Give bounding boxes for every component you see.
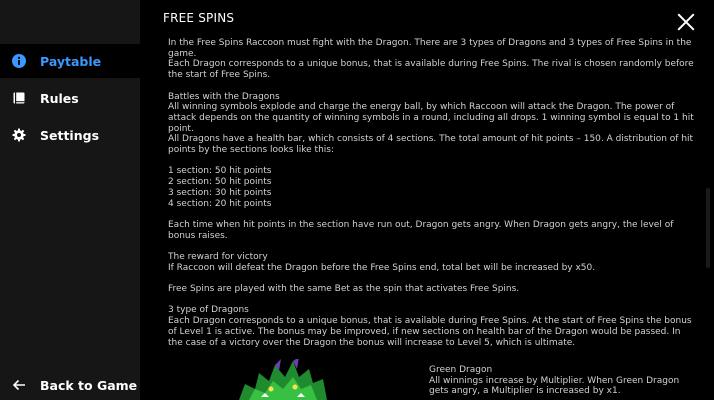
arrow-left-icon — [12, 378, 26, 392]
angry-text: Each time when hit points in the section have run out, Dragon gets angry. When Dragon gets angry, the level of bonus raises. — [168, 219, 674, 241]
reward-section — [168, 252, 695, 273]
dragon-types-section — [168, 305, 695, 348]
intro-text — [168, 38, 695, 81]
battles-section — [168, 92, 695, 156]
dragon-name: Green Dragon — [429, 365, 493, 375]
section-heading: Battles with the Dragons — [168, 91, 280, 102]
section-heading: 3 type of Dragons — [168, 305, 249, 316]
paragraph: Each Dragon corresponds to a unique bonus, that is available during Free Spins. The rival is chosen randomly before the start of Free Spins. — [168, 59, 694, 81]
paragraph: All winning symbols explode and charge the energy ball, by which Raccoon will attack the Dragon. The power of attack depends on the quantity of winning symbols in a round, including all drops. 1 winning symbol is equal to 1 hit point. — [168, 102, 694, 134]
sidebar-item-settings[interactable] — [0, 118, 140, 152]
info-icon — [12, 54, 26, 68]
green-dragon-description — [429, 365, 699, 397]
paragraph: gets angry, a Multiplier is increased by x1. — [429, 386, 621, 397]
sidebar-item-label: Paytable — [40, 53, 102, 69]
section-heading: The reward for victory — [168, 252, 268, 262]
sidebar-item-label: Settings — [40, 127, 100, 143]
close-icon[interactable] — [676, 12, 696, 32]
page-title: FREE SPINS — [163, 11, 235, 25]
same-bet-text: Free Spins are played with the same Bet as the spin that activates Free Spins. — [168, 284, 520, 295]
book-icon — [12, 91, 26, 105]
back-to-game-button[interactable] — [0, 370, 140, 400]
paragraph: All winnings increase by Multiplier. When Green Dragon — [429, 375, 680, 386]
paragraph: If Raccoon will defeat the Dragon before the Free Spins end, total bet will be increased by x50. — [168, 262, 596, 273]
sidebar-item-label: Rules — [40, 90, 79, 106]
paragraph: Each Dragon corresponds to a unique bonus, that is available during Free Spins. At the start of Free Spins the bonus of Level 1 is active. The bonus may be improved, if new sections on health bar of the Dragon would be passed. In the case of a victory over the Dragon the bonus will increase to Level 5, which is ultimate. — [168, 316, 692, 348]
sidebar — [0, 0, 140, 400]
list-item: 2 section: 50 hit points — [168, 177, 272, 188]
hit-points-list — [168, 166, 695, 209]
green-dragon-image — [235, 359, 330, 400]
back-to-game-label: Back to Game — [40, 377, 138, 393]
paragraph: All Dragons have a health bar, which consists of 4 sections. The total amount of hit points – 150. A distribution of hit points by the sections looks like this: — [168, 134, 694, 156]
sidebar-item-paytable[interactable] — [0, 44, 140, 78]
list-item: 1 section: 50 hit points — [168, 166, 272, 177]
list-item: 3 section: 30 hit points — [168, 187, 272, 198]
gear-icon — [12, 128, 26, 142]
sidebar-item-rules[interactable] — [0, 81, 140, 115]
list-item: 4 section: 20 hit points — [168, 198, 272, 209]
main-panel — [140, 0, 714, 400]
rules-content — [168, 38, 695, 359]
paragraph: In the Free Spins Raccoon must fight with the Dragon. There are 3 types of Dragons and 3 types of Free Spins in the game. — [168, 38, 692, 59]
scrollbar-thumb[interactable] — [706, 188, 710, 268]
